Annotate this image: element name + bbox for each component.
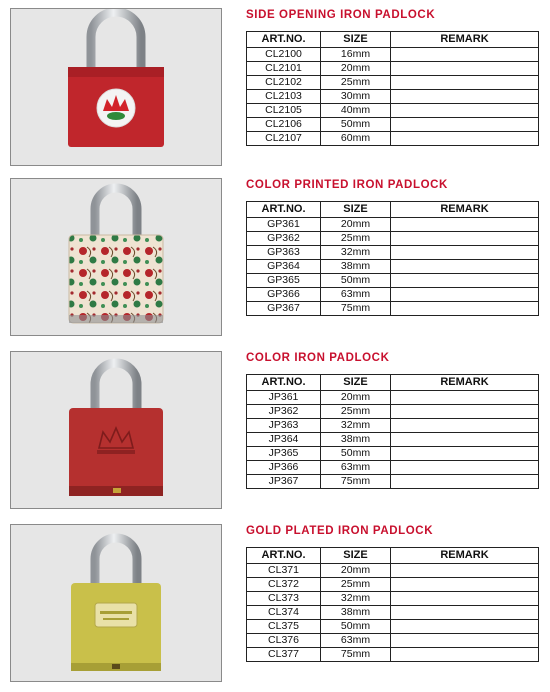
cell-art-no: CL373 [247, 592, 321, 606]
cell-size: 50mm [321, 118, 391, 132]
table-row [247, 578, 539, 592]
cell-size: 75mm [321, 302, 391, 316]
cell-remark [391, 447, 539, 461]
cell-remark [391, 391, 539, 405]
table-row [247, 564, 539, 578]
cell-remark [391, 578, 539, 592]
cell-size: 38mm [321, 433, 391, 447]
product-photo-side-opening-padlock [10, 8, 222, 166]
table-header-row [247, 548, 539, 564]
spec-table [246, 201, 539, 316]
header-size: SIZE [321, 202, 391, 218]
cell-size: 63mm [321, 288, 391, 302]
cell-art-no: GP366 [247, 288, 321, 302]
table-row [247, 447, 539, 461]
header-art-no: ART.NO. [247, 548, 321, 564]
cell-remark [391, 475, 539, 489]
cell-remark [391, 90, 539, 104]
table-row [247, 461, 539, 475]
table-row [247, 260, 539, 274]
cell-art-no: GP362 [247, 232, 321, 246]
table-row [247, 118, 539, 132]
cell-size: 30mm [321, 90, 391, 104]
cell-art-no: JP361 [247, 391, 321, 405]
cell-art-no: CL374 [247, 606, 321, 620]
cell-size: 20mm [321, 564, 391, 578]
cell-art-no: CL2105 [247, 104, 321, 118]
cell-remark [391, 274, 539, 288]
cell-remark [391, 433, 539, 447]
table-header-row [247, 32, 539, 48]
cell-size: 32mm [321, 419, 391, 433]
header-remark: REMARK [391, 548, 539, 564]
table-row [247, 76, 539, 90]
table-row [247, 90, 539, 104]
cell-size: 50mm [321, 620, 391, 634]
header-art-no: ART.NO. [247, 202, 321, 218]
cell-art-no: GP363 [247, 246, 321, 260]
spec-table [246, 374, 539, 489]
cell-art-no: GP364 [247, 260, 321, 274]
cell-size: 63mm [321, 461, 391, 475]
section-title: COLOR IRON PADLOCK [246, 352, 390, 364]
cell-remark [391, 62, 539, 76]
cell-remark [391, 592, 539, 606]
cell-remark [391, 118, 539, 132]
product-section-color-printed [0, 178, 550, 338]
cell-size: 25mm [321, 578, 391, 592]
header-size: SIZE [321, 548, 391, 564]
cell-size: 75mm [321, 648, 391, 662]
cell-size: 25mm [321, 232, 391, 246]
table-row [247, 232, 539, 246]
header-size: SIZE [321, 375, 391, 391]
cell-remark [391, 48, 539, 62]
header-remark: REMARK [391, 375, 539, 391]
cell-remark [391, 606, 539, 620]
cell-remark [391, 634, 539, 648]
cell-remark [391, 648, 539, 662]
table-row [247, 620, 539, 634]
cell-remark [391, 620, 539, 634]
product-section-color-iron [0, 351, 550, 511]
cell-art-no: CL2106 [247, 118, 321, 132]
cell-remark [391, 288, 539, 302]
cell-art-no: GP365 [247, 274, 321, 288]
cell-size: 60mm [321, 132, 391, 146]
product-section-side-opening [0, 8, 550, 168]
cell-art-no: JP366 [247, 461, 321, 475]
cell-size: 75mm [321, 475, 391, 489]
spec-table [246, 31, 539, 146]
cell-art-no: GP367 [247, 302, 321, 316]
table-row [247, 475, 539, 489]
cell-size: 63mm [321, 634, 391, 648]
table-row [247, 648, 539, 662]
cell-remark [391, 419, 539, 433]
table-header-row [247, 202, 539, 218]
table-row [247, 391, 539, 405]
section-title: SIDE OPENING IRON PADLOCK [246, 9, 436, 21]
cell-size: 20mm [321, 62, 391, 76]
gold-plated-padlock-image [11, 525, 221, 681]
cell-size: 25mm [321, 76, 391, 90]
cell-art-no: CL377 [247, 648, 321, 662]
cell-size: 16mm [321, 48, 391, 62]
header-remark: REMARK [391, 32, 539, 48]
color-printed-padlock-image [11, 179, 221, 335]
table-row [247, 419, 539, 433]
cell-art-no: CL372 [247, 578, 321, 592]
spec-table [246, 547, 539, 662]
product-photo-color-iron-padlock [10, 351, 222, 509]
header-art-no: ART.NO. [247, 375, 321, 391]
cell-size: 25mm [321, 405, 391, 419]
product-photo-gold-plated-padlock [10, 524, 222, 682]
table-row [247, 132, 539, 146]
table-header-row [247, 375, 539, 391]
cell-art-no: CL2107 [247, 132, 321, 146]
side-opening-padlock-image [11, 9, 221, 165]
cell-art-no: JP367 [247, 475, 321, 489]
table-row [247, 218, 539, 232]
table-row [247, 592, 539, 606]
cell-art-no: JP362 [247, 405, 321, 419]
cell-size: 32mm [321, 246, 391, 260]
table-row [247, 302, 539, 316]
cell-remark [391, 461, 539, 475]
header-remark: REMARK [391, 202, 539, 218]
cell-art-no: JP365 [247, 447, 321, 461]
cell-remark [391, 104, 539, 118]
table-row [247, 274, 539, 288]
table-row [247, 246, 539, 260]
cell-art-no: CL375 [247, 620, 321, 634]
cell-art-no: JP364 [247, 433, 321, 447]
header-size: SIZE [321, 32, 391, 48]
product-photo-color-printed-padlock [10, 178, 222, 336]
table-row [247, 48, 539, 62]
cell-remark [391, 564, 539, 578]
cell-remark [391, 405, 539, 419]
cell-art-no: CL376 [247, 634, 321, 648]
table-row [247, 606, 539, 620]
cell-art-no: GP361 [247, 218, 321, 232]
section-title: GOLD PLATED IRON PADLOCK [246, 525, 434, 537]
cell-art-no: CL371 [247, 564, 321, 578]
header-art-no: ART.NO. [247, 32, 321, 48]
cell-remark [391, 302, 539, 316]
cell-remark [391, 232, 539, 246]
cell-size: 20mm [321, 218, 391, 232]
table-row [247, 433, 539, 447]
product-section-gold-plated [0, 524, 550, 684]
cell-remark [391, 260, 539, 274]
cell-remark [391, 218, 539, 232]
table-row [247, 104, 539, 118]
section-title: COLOR PRINTED IRON PADLOCK [246, 179, 448, 191]
cell-size: 40mm [321, 104, 391, 118]
cell-art-no: CL2103 [247, 90, 321, 104]
cell-art-no: CL2101 [247, 62, 321, 76]
cell-art-no: JP363 [247, 419, 321, 433]
table-row [247, 288, 539, 302]
cell-size: 32mm [321, 592, 391, 606]
table-row [247, 634, 539, 648]
cell-art-no: CL2100 [247, 48, 321, 62]
cell-size: 20mm [321, 391, 391, 405]
cell-size: 50mm [321, 274, 391, 288]
cell-remark [391, 132, 539, 146]
cell-size: 38mm [321, 606, 391, 620]
table-row [247, 62, 539, 76]
cell-size: 38mm [321, 260, 391, 274]
color-iron-padlock-image [11, 352, 221, 508]
cell-remark [391, 76, 539, 90]
table-row [247, 405, 539, 419]
cell-size: 50mm [321, 447, 391, 461]
cell-remark [391, 246, 539, 260]
cell-art-no: CL2102 [247, 76, 321, 90]
